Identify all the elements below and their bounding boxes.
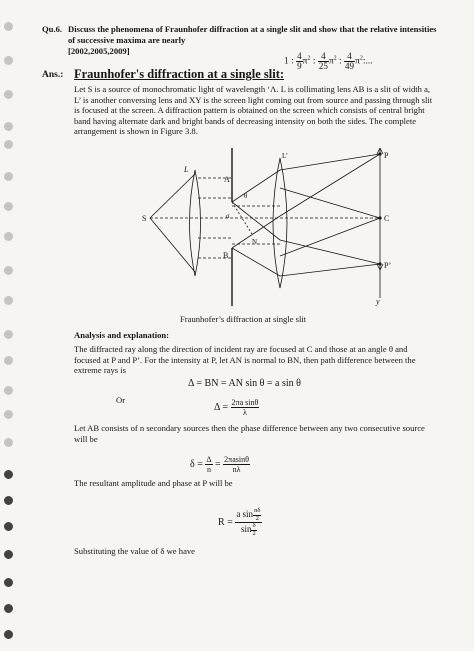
diffracted-ray — [232, 170, 280, 202]
punch-hole — [4, 172, 13, 181]
label-A: A — [224, 175, 230, 184]
intensity-ratio: 1 : $\frac{4}{9}$ $\pi^2$ : $\frac{4}{25}$ $\pi^2$ : $\frac{4}{49}$ $\pi^2$:... — [284, 51, 373, 71]
label-theta: θ — [244, 192, 248, 200]
answer-title: Fraunhofer's diffraction at a single slit: — [74, 67, 285, 81]
punch-hole — [4, 22, 13, 31]
source-ray-upper — [150, 174, 195, 218]
equation-resultant-amplitude: R = a sin $\frac{n\delta}{2}$ sin $\frac{\delta}{2}$ — [218, 507, 261, 537]
label-P: P — [384, 151, 389, 160]
punch-hole — [4, 90, 13, 99]
substitute-paragraph: Substituting the value of δ we have — [74, 546, 195, 556]
ratio-term-1: $\frac{4}{9}$ — [297, 51, 302, 71]
punch-hole — [4, 410, 13, 419]
punch-hole — [4, 630, 13, 639]
punch-hole — [4, 56, 13, 65]
label-C: C — [384, 214, 390, 223]
punch-hole — [4, 522, 13, 531]
punch-hole — [4, 266, 13, 275]
ratio-lead: 1 — [284, 56, 289, 67]
label-S: S — [142, 214, 147, 223]
punch-hole — [4, 330, 13, 339]
analysis-heading: Analysis and explanation: — [74, 330, 170, 340]
label-B: B — [223, 251, 229, 260]
label-P2: P’ — [384, 261, 392, 270]
intro-paragraph: Let S is a source of monochromatic light of wavelength ‘Λ. L is collimating lens AB is a slit of width a, L’ is another conversing lens and XY is the screen light coming out from source and passing through slit is focused at the screen. A diffraction pattern is obtained on the screen which consists of central bright band having alternate dark and bright bands of decreasing intensity on both the sides. The complete arrangement is shown in Figure 3.8. — [74, 84, 433, 136]
analysis-paragraph: The diffracted ray along the direction of incident ray are focused at C and those at an angle θ and focused at P and P’. For the intensity at P, let AN is normal to BN, then path difference between the extreme rays is — [74, 344, 416, 375]
equation-phase-difference: δ = $\frac{\Delta}{n}$ = $\frac{2\pi asin\theta}{n\lambda}$ — [190, 455, 249, 474]
figure-caption: Fraunhofer’s diffraction at single slit — [180, 314, 307, 324]
punch-hole — [4, 296, 13, 305]
label-N: N — [252, 238, 258, 246]
equation-delta: Δ = $\frac{\text{2πa sinθ}}{\lambda}$ — [214, 398, 259, 417]
phase-paragraph: Let AB consists of n secondary sources then the phase difference between any two consecutive source will be — [74, 423, 425, 444]
label-L: L — [184, 165, 189, 174]
or-label: Or — [116, 395, 126, 405]
label-y: y — [376, 297, 380, 306]
ray-to-P — [280, 154, 380, 170]
punch-hole — [4, 356, 13, 365]
fraunhofer-diagram — [140, 148, 400, 308]
collimating-lens-L — [190, 170, 201, 276]
punch-hole — [4, 140, 13, 149]
punch-hole — [4, 232, 13, 241]
amplitude-paragraph: The resultant amplitude and phase at P will be — [74, 478, 233, 488]
label-a: a — [226, 212, 230, 220]
ray-to-P2 — [280, 240, 380, 264]
label-L2: L’ — [282, 152, 288, 160]
punch-hole — [4, 496, 13, 505]
punch-hole — [4, 604, 13, 613]
answer-label: Ans.: — [42, 70, 64, 80]
question-years: [2002,2005,2009] — [68, 46, 130, 56]
question-number: Qu.6. — [42, 24, 63, 34]
punch-holes-margin — [0, 0, 24, 651]
punch-hole — [4, 202, 13, 211]
source-ray-lower — [150, 218, 195, 272]
punch-hole — [4, 470, 13, 479]
ratio-term-2: $\frac{4}{25}$ — [318, 51, 328, 71]
equation-path-difference: Δ = BN = AN sin θ = a sin θ — [188, 378, 301, 389]
punch-hole — [4, 386, 13, 395]
punch-hole — [4, 550, 13, 559]
punch-hole — [4, 578, 13, 587]
punch-hole — [4, 122, 13, 131]
converging-lens-L2 — [273, 158, 287, 288]
question-text: Discuss the phenomena of Fraunhofer diffraction at a single slit and show that the relative intensities of successive maxima are nearly — [68, 24, 437, 45]
ratio-term-3: $\frac{4}{49}$ — [345, 51, 355, 71]
punch-hole — [4, 438, 13, 447]
